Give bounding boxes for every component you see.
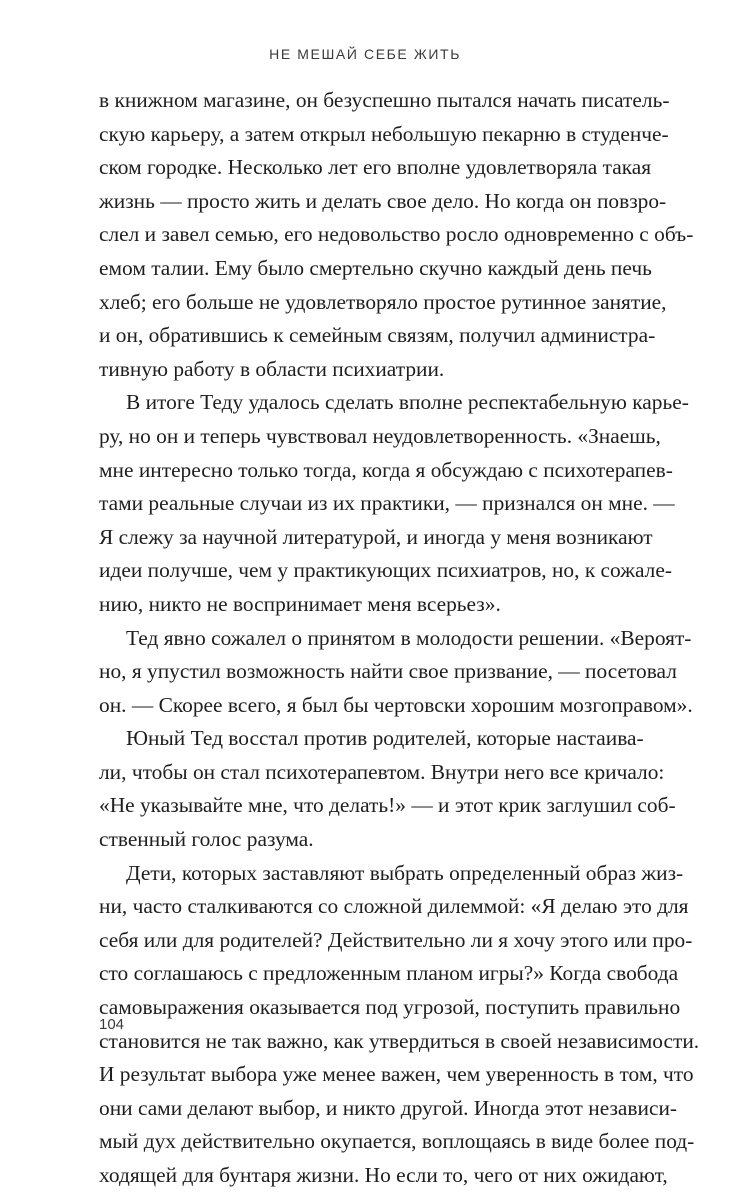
- paragraph-2: [99, 386, 689, 621]
- text-line: себя или для родителей? Действительно ли я хочу этого или про-: [99, 927, 693, 952]
- text-line: ском городке. Несколько лет его вполне удовлетворяла такая: [99, 155, 652, 180]
- text-line: в книжном магазине, он безуспешно пытался начать писатель-: [99, 88, 670, 112]
- text-line: он. — Скорее всего, я был бы чертовски хорошим мозгоправом».: [99, 692, 693, 717]
- text-line: хлеб; его больше не удовлетворяло простое рутинное занятие,: [99, 289, 667, 314]
- text-line: мне интересно только тогда, когда я обсуждаю с психотерапев-: [99, 457, 673, 482]
- paragraph-4: [99, 722, 676, 856]
- text-line: они сами делают выбор, и никто другой. Иногда этот независи-: [99, 1095, 678, 1120]
- text-line: И результат выбора уже менее важен, чем уверенность в том, что: [99, 1062, 694, 1087]
- text-line: ственный голос разума.: [99, 827, 314, 852]
- text-line: Юный Тед восстал против родителей, которые настаива-: [126, 726, 644, 751]
- text-line: но, я упустил возможность найти свое призвание, — посетовал: [99, 659, 677, 684]
- paragraph-3: [99, 622, 693, 723]
- text-line: Дети, которых заставляют выбрать определенный образ жиз-: [126, 860, 684, 885]
- paragraph-5: [99, 857, 700, 1193]
- running-head: НЕ МЕШАЙ СЕБЕ ЖИТЬ: [269, 46, 461, 62]
- text-line: самовыражения оказывается под угрозой, поступить правильно: [99, 995, 681, 1020]
- text-line: слел и завел семью, его недовольство росло одновременно с объ-: [99, 222, 694, 247]
- text-line: сто соглашаюсь с предложенным планом игры?» Когда свобода: [99, 961, 679, 986]
- page-number: 104: [99, 1016, 125, 1033]
- text-line: В итоге Теду удалось сделать вполне респектабельную карье-: [126, 390, 689, 415]
- text-line: Тед явно сожалел о принятом в молодости решении. «Вероят-: [126, 625, 692, 650]
- text-line: нию, никто не воспринимает меня всерьез».: [99, 591, 501, 616]
- text-line: ру, но он и теперь чувствовал неудовлетворенность. «Знаешь,: [99, 423, 661, 448]
- text-line: мый дух действительно окупается, воплощаясь в виде более под-: [99, 1129, 695, 1154]
- text-line: идеи получше, чем у практикующих психиатров, но, к сожале-: [99, 558, 672, 583]
- text-line: скую карьеру, а затем открыл небольшую пекарню в студенче-: [99, 121, 669, 146]
- text-line: ходящей для бунтаря жизни. Но если то, чего от них ожидают,: [99, 1163, 668, 1187]
- text-line: «Не указывайте мне, что делать!» — и этот крик заглушил соб-: [99, 793, 676, 818]
- text-line: жизнь — просто жить и делать свое дело. Но когда он повзро-: [99, 188, 667, 213]
- text-line: становится не так важно, как утвердиться в своей независимости.: [99, 1028, 700, 1053]
- text-line: емом талии. Ему было смертельно скучно каждый день печь: [99, 255, 652, 280]
- text-line: тами реальные случаи из их практики, — признался он мне. —: [99, 491, 675, 516]
- paragraph-1: [99, 84, 694, 386]
- body-text: [99, 84, 700, 1193]
- text-line: ли, чтобы он стал психотерапевтом. Внутри него все кричало:: [99, 759, 665, 784]
- text-line: ни, часто сталкиваются со сложной дилеммой: «Я делаю это для: [99, 894, 689, 919]
- text-line: и он, обратившись к семейным связям, получил администра-: [99, 323, 656, 348]
- text-line: тивную работу в области психиатрии.: [99, 356, 445, 381]
- text-line: Я слежу за научной литературой, и иногда у меня возникают: [99, 524, 653, 549]
